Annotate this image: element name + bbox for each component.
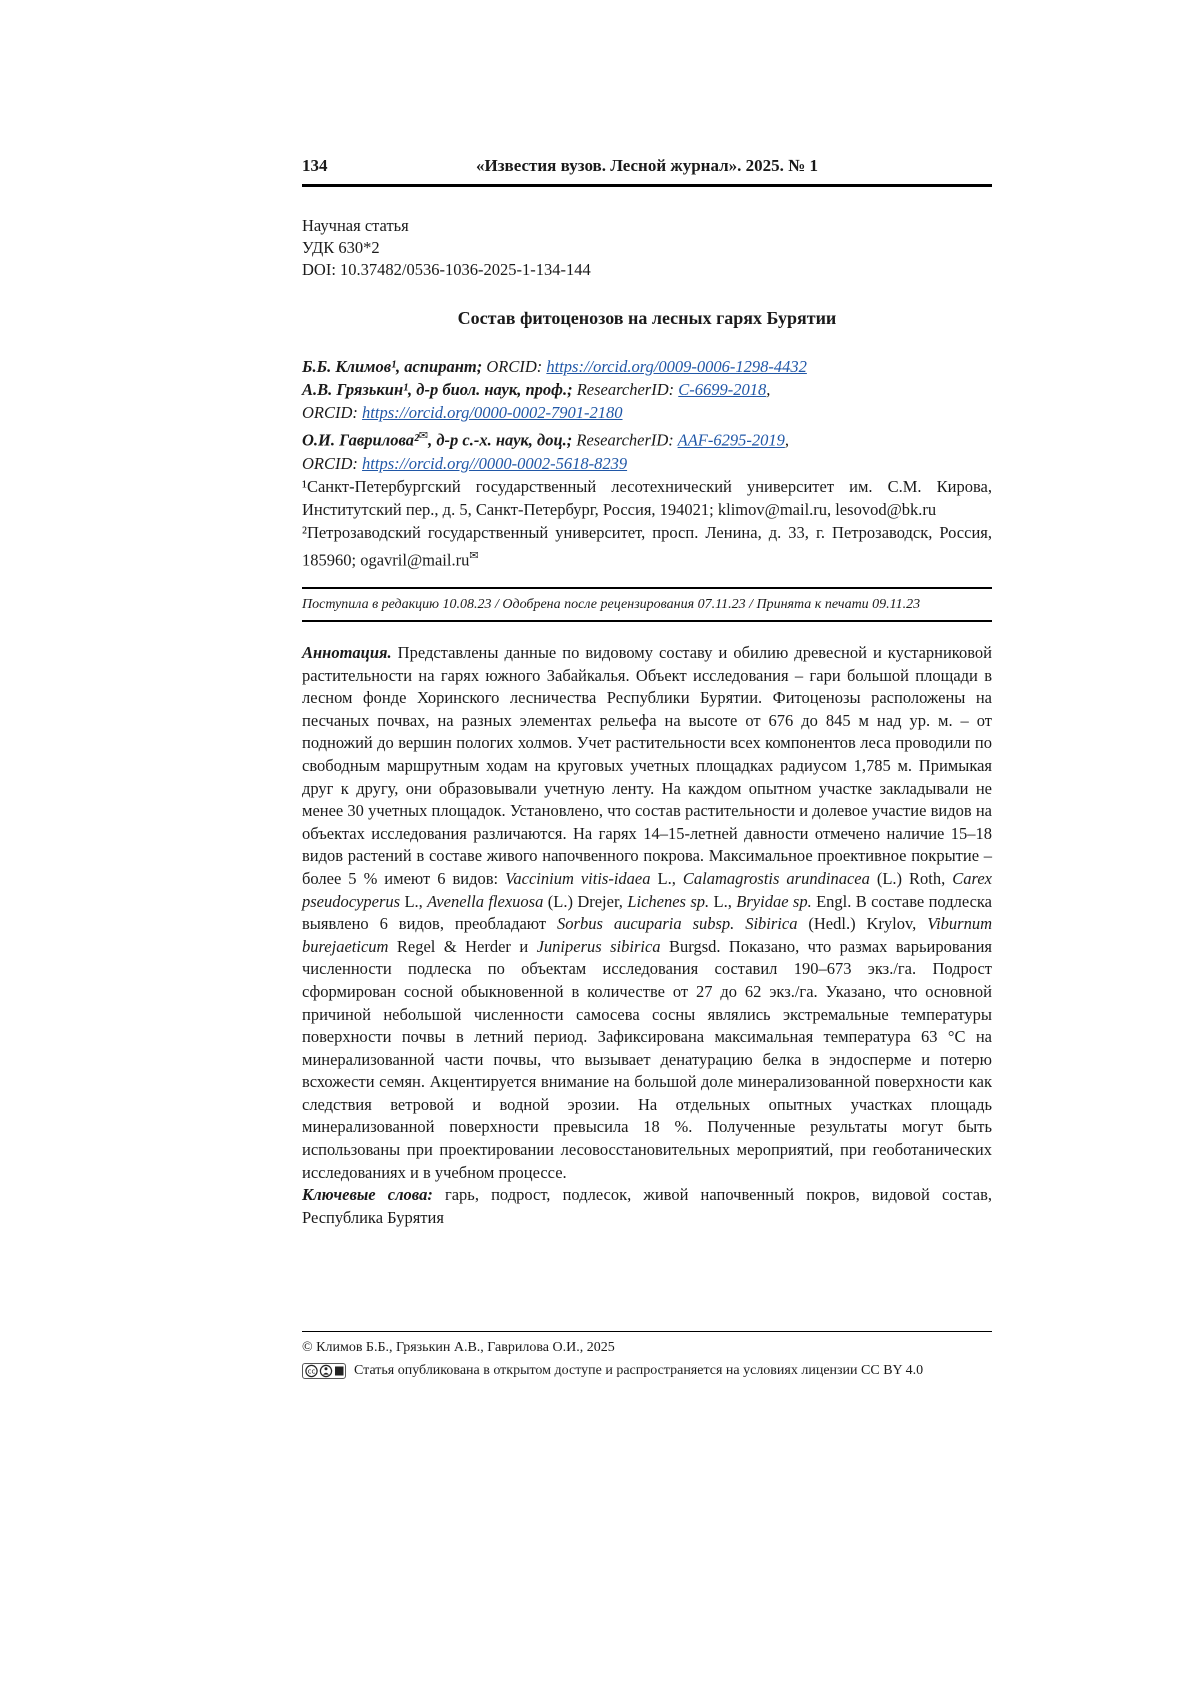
copyright-line: © Климов Б.Б., Грязькин А.В., Гаврилова О.И., 2025: [302, 1340, 615, 1355]
species-name: Sorbus aucuparia subsp. Sibirica: [557, 914, 798, 934]
author-name: Б.Б. Климов¹, аспирант;: [302, 357, 483, 376]
punctuation: ,: [784, 430, 789, 450]
species-name: Vaccinium vitis-idaea: [505, 868, 651, 888]
species-name: Bryidae sp.: [736, 891, 812, 911]
researcherid-label: ResearcherID:: [572, 380, 679, 399]
orcid-label: ORCID:: [482, 357, 547, 376]
article-title: Состав фитоценозов на лесных гарях Бурятии: [457, 308, 837, 328]
article-type: Научная статья: [302, 216, 409, 235]
page-number: 134: [302, 156, 328, 175]
author-name: О.И. Гаврилова²: [302, 430, 419, 450]
license-note: Статья опубликована в открытом доступе и распространяется на условиях лицензии CC BY 4.0: [354, 1363, 924, 1378]
species-name: Calamagrostis arundinacea: [682, 868, 870, 888]
species-name: Juniperus sibirica: [536, 936, 661, 956]
species-name: Avenella flexuosa: [427, 891, 544, 911]
page-footer: [302, 1331, 992, 1381]
punctuation: ,: [766, 380, 771, 399]
affiliation-2: [302, 521, 992, 572]
author-line: [302, 424, 992, 452]
doi: DOI: 10.37482/0536-1036-2025-1-134-144: [302, 260, 591, 279]
abstract-text: L.,: [400, 891, 428, 911]
orcid-label: ORCID:: [302, 403, 363, 422]
orcid-label: ORCID:: [302, 453, 363, 473]
author-name: А.В. Грязькин¹, д-р биол. наук, проф.;: [302, 380, 573, 399]
species-name: Lichenes sp.: [627, 891, 710, 911]
orcid-link[interactable]: https://orcid.org//0000-0002-5618-8239: [362, 453, 628, 473]
envelope-icon: ✉: [469, 548, 479, 562]
abstract-text: Regel & Herder и: [388, 936, 537, 956]
abstract: [302, 642, 992, 1184]
abstract-text: (Hedl.) Krylov,: [797, 914, 928, 934]
received-dates: [302, 587, 992, 622]
affiliation-text: ²Петрозаводский государственный университет, просп. Ленина, д. 33, г. Петрозаводск, Россия, 185960; ogavril@mail.ru: [302, 522, 992, 569]
affiliation-1: [302, 475, 992, 521]
envelope-icon: ✉: [418, 429, 429, 442]
running-head: [302, 156, 992, 180]
keywords-label: Ключевые слова:: [302, 1185, 433, 1205]
author-line: [302, 378, 992, 401]
authors-block: [302, 355, 992, 571]
footer-rule: [302, 1331, 992, 1332]
species-name: Carex pseudocyperus: [302, 868, 992, 911]
researcherid-link[interactable]: AAF-6295-2019: [677, 430, 785, 450]
abstract-text: (L.) Roth,: [869, 868, 953, 888]
received-dates-text: Поступила в редакцию 10.08.23 / Одобрена после рецензирования 07.11.23 / Принята к печати 09.11.23: [302, 597, 921, 612]
udc-code: УДК 630*2: [302, 238, 380, 257]
license-line: [302, 1360, 992, 1381]
journal-header-title: «Известия вузов. Лесной журнал». 2025. № 1: [475, 156, 818, 175]
author-line: [302, 355, 992, 378]
abstract-text: L.,: [650, 868, 683, 888]
author-degree: , д-р с.-х. наук, доц.;: [428, 430, 573, 450]
cc-by-icon: [302, 1363, 346, 1379]
abstract-text: L.,: [709, 891, 737, 911]
article-meta: [302, 215, 992, 281]
keywords-text: гарь, подрост, подлесок, живой напочвенный покров, видовой состав, Республика Бурятия: [302, 1185, 992, 1227]
affiliation-text: ¹Санкт-Петербургский государственный лесотехнический университет им. С.М. Кирова, Институтский пер., д. 5, Санкт-Петербург, Россия, 194021; klimov@mail.ru, lesovod@bk.ru: [302, 476, 992, 519]
researcherid-link[interactable]: C-6699-2018: [678, 380, 767, 399]
orcid-link[interactable]: https://orcid.org/0009-0006-1298-4432: [546, 357, 807, 376]
page-content: [302, 156, 992, 1229]
header-rule: [302, 184, 992, 187]
orcid-link[interactable]: https://orcid.org/0000-0002-7901-2180: [362, 403, 623, 422]
author-orcid-line: [302, 452, 992, 475]
author-orcid-line: [302, 401, 992, 424]
abstract-text: Burgsd. Показано, что размах варьирования численности подлеска по объектам исследования составил 190–673 экз./га. Подрост сформирован сосной обыкновенной в количестве от 27 до 62 экз./га. Указано, что основной причиной небольшой численности самосева сосны являлись экстремальные температуры поверхности почвы в летний период. Зафиксирована максимальная температура 63 °С на минерализованной части почвы, что вызывает денатурацию белка в эндосперме и потерю всхожести семян. Акцентируется внимание на большой доле минерализованной поверхности как следствия ветровой и водной эрозии. На отдельных опытных участках площадь минерализованной поверхности превысила 18 %. Полученные результаты могут быть использованы при проектировании лесовосстановительных мероприятий, при геоботанических исследованиях и в учебном процессе.: [302, 936, 992, 1182]
species-name: Viburnum burejaeticum: [302, 914, 992, 956]
keywords: [302, 1184, 992, 1229]
researcherid-label: ResearcherID:: [572, 430, 678, 450]
abstract-text: Engl. В составе подлеска выявлено 6 видов, преобладают: [302, 891, 992, 934]
abstract-label: Аннотация.: [302, 643, 392, 662]
abstract-text: (L.) Drejer,: [543, 891, 628, 911]
cc-letters: cc: [307, 1366, 316, 1375]
abstract-text: Представлены данные по видовому составу и обилию древесной и кустарниковой растительности на гарях южного Забайкалья. Объект исследования – гари большой площади в лесном фонде Хоринского лесничества Республики Бурятии. Фитоценозы расположены на песчаных почвах, на разных элементах рельефа на высоте от 676 до 845 м над ур. м. – от подножий до вершин пологих холмов. Учет растительности всех компонентов леса проводили по свободным маршрутным ходам на круговых учетных площадках радиусом 1,785 м. Примыкая друг к другу, они образовывали учетную ленту. На каждом опытном участке закладывали не менее 30 учетных площадок. Установлено, что состав растительности и долевое участие видов на объектах исследования различаются. На гарях 14–15-летней давности отмечено наличие 15–18 видов растений в составе живого напочвенного покрова. Максимальное проективное покрытие – более 5 % имеют 6 видов:: [302, 643, 992, 888]
